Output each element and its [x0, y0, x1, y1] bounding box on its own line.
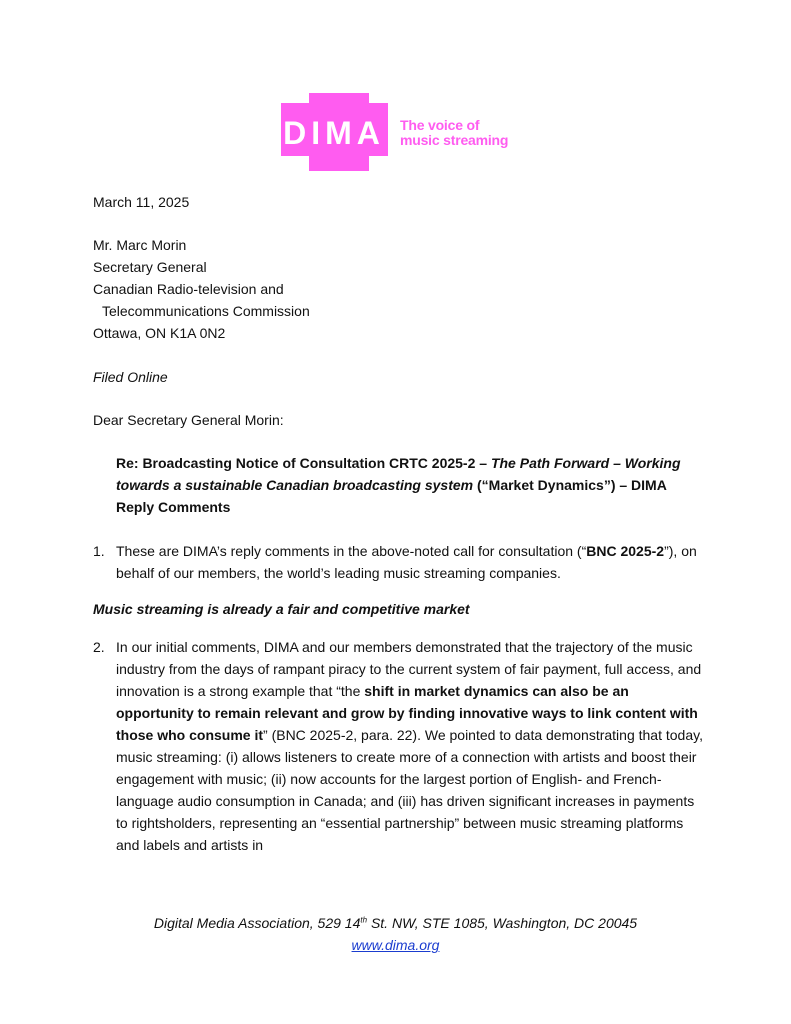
- section-heading: Music streaming is already a fair and competitive market: [93, 601, 470, 617]
- filed-note: Filed Online: [93, 369, 168, 385]
- paragraph-2-body: [116, 636, 705, 856]
- tagline-line-2: music streaming: [400, 132, 509, 148]
- paragraph-1-number: 1.: [93, 543, 105, 559]
- paragraph-1-body: [116, 540, 705, 584]
- footer-address-b: St. NW, STE 1085, Washington, DC 20045: [367, 915, 638, 931]
- subject-part-3: (“Market Dynamics”) – DIMA Reply Comments: [116, 477, 667, 515]
- footer-address-sup: th: [360, 915, 368, 925]
- paragraph-2-bold: shift in market dynamics can also be an opportunity to remain relevant and grow by finding innovative ways to link content with those who consume it: [116, 683, 698, 743]
- footer-address-a: Digital Media Association, 529 14: [153, 915, 361, 931]
- footer-address: [0, 912, 791, 934]
- paragraph-2-text-a: In our initial comments, DIMA and our members demonstrated that the trajectory of the music industry from the days of rampant piracy to the current system of fair payment, full access, and innovation is a strong example that “the: [116, 639, 702, 699]
- paragraph-1-text-b: ”), on behalf of our members, the world’s leading music streaming companies.: [116, 543, 697, 581]
- website-link[interactable]: www.dima.org: [351, 937, 440, 953]
- paragraph-2: [93, 636, 705, 856]
- paragraph-2-text-b: ” (BNC 2025-2, para. 22). We pointed to data demonstrating that today, music streaming: (i) allows listeners to create more of a connection with artists and boost their engagement with music; (ii) now accounts for the largest portion of English- and French-language audio consumption in Canada; and (iii) has driven significant increases in payments to rightsholders, representing an “essential partnership” between music streaming platforms and labels and artists in: [116, 727, 703, 853]
- recipient-title: Secretary General: [93, 259, 207, 275]
- paragraph-1-bold: BNC 2025-2: [586, 543, 665, 559]
- recipient-name: Mr. Marc Morin: [93, 237, 187, 253]
- tagline-line-1: The voice of: [400, 117, 480, 133]
- logo-text: DIMA: [283, 115, 385, 151]
- footer-website: [0, 934, 791, 956]
- subject-part-1: Re: Broadcasting Notice of Consultation CRTC 2025-2 –: [116, 455, 491, 471]
- paragraph-1-text-a: These are DIMA’s reply comments in the above-noted call for consultation (“: [116, 543, 587, 559]
- recipient-city: Ottawa, ON K1A 0N2: [93, 325, 226, 341]
- subject-part-2: The Path Forward – Working towards a sustainable Canadian broadcasting system: [116, 455, 681, 493]
- tagline: [400, 118, 508, 148]
- letter-date: March 11, 2025: [93, 194, 190, 210]
- subject-line: [116, 452, 706, 518]
- salutation: Dear Secretary General Morin:: [93, 412, 284, 428]
- paragraph-1: [93, 540, 705, 584]
- recipient-org-line-1: Canadian Radio-television and: [93, 281, 284, 297]
- paragraph-2-number: 2.: [93, 639, 105, 655]
- recipient-org-line-2: Telecommunications Commission: [102, 303, 310, 319]
